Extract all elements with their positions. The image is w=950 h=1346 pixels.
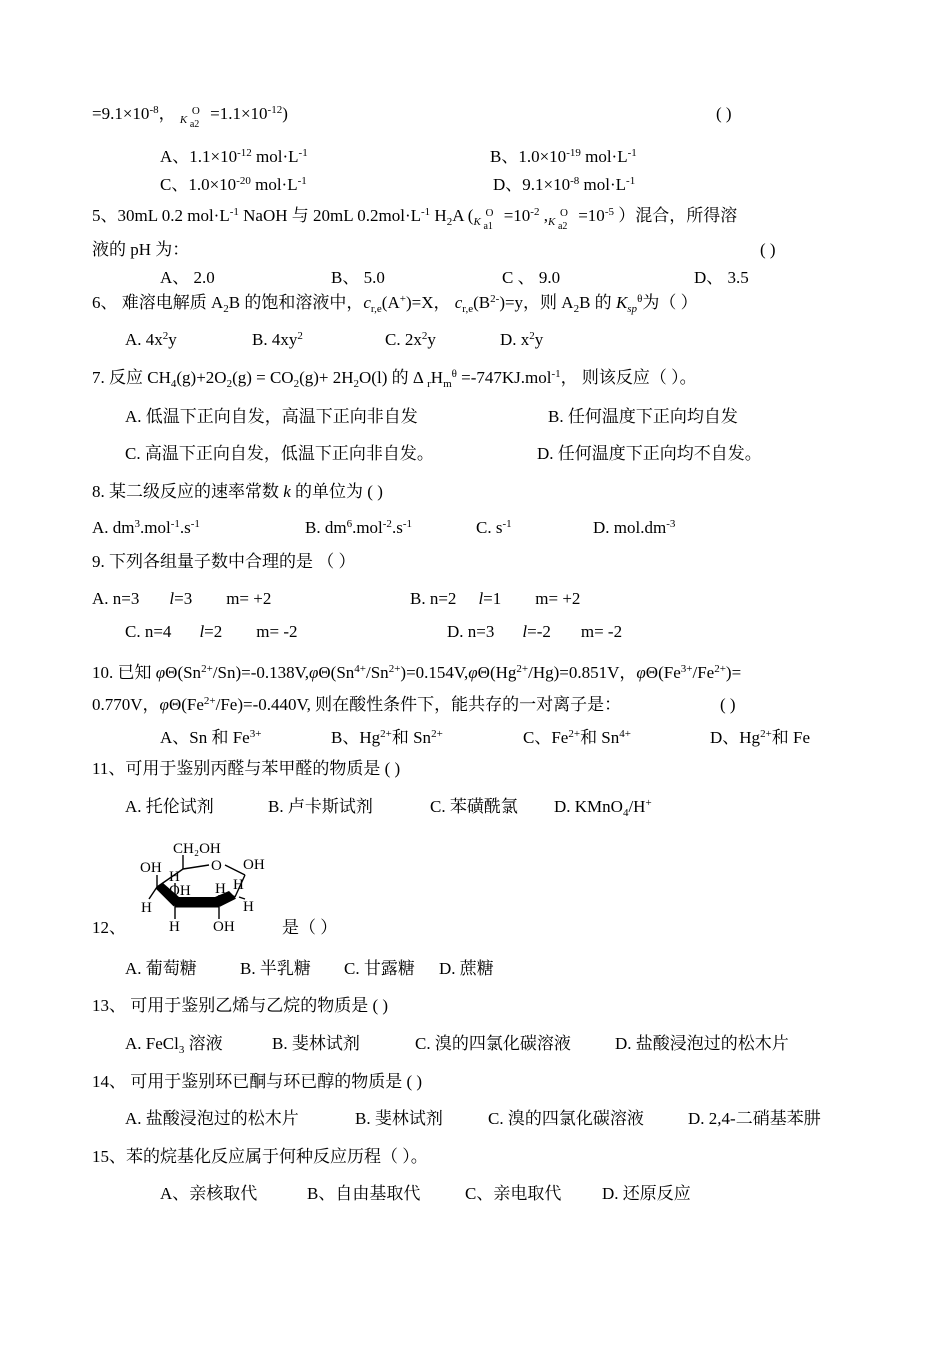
q4-option-d: D、$9.1\times 10^{-8}$ $mol\cdot L^{-1}$ — [493, 175, 636, 194]
svg-text:OH: OH — [169, 883, 191, 899]
q15-option-a: A、亲核取代 — [160, 1184, 258, 1203]
q9-option-a: A. n=3 l=3 m= +2 — [92, 589, 272, 608]
q4-option-a: A、$1.1\times 10^{-12}$ $mol\cdot L^{-1}$ — [160, 147, 308, 166]
svg-text:OH: OH — [140, 860, 162, 876]
q13-option-a: A. FeCl$_3$ 溶液 — [125, 1034, 223, 1056]
q4-option-b: B、$1.0\times 10^{-19}$ $mol\cdot L^{-1}$ — [490, 147, 637, 166]
q5-line-1: 5、30mL 0.2 $mol\cdot L^{-1}$ NaOH 与 20mL $0.2mol\cdot L^{-1}$ $H_2A$ ( K O a1 $=10^{-2}$ , K O a2 $=10^{-5}$ ）混合，所得溶 — [92, 206, 738, 233]
q11-option-c: C. 苯磺酰氯 — [430, 797, 518, 816]
q12-option-b: B. 半乳糖 — [240, 959, 311, 978]
q14-option-a: A. 盐酸浸泡过的松木片 — [125, 1109, 299, 1128]
q12-number: 12、 — [92, 918, 126, 937]
q9-option-c: C. n=4 l=2 m= -2 — [125, 622, 298, 641]
q8-option-b: B. $dm^6.mol^{-2}.s^{-1}$ — [305, 518, 412, 537]
svg-text:H: H — [169, 869, 180, 885]
q6-option-d: D. $x^2y$ — [500, 330, 544, 349]
q11-option-d: D. KMnO$_4$/H+ — [554, 797, 652, 819]
ka2-symbol: K O a2 — [547, 207, 568, 233]
q12-stem: 是（ ） — [282, 918, 338, 937]
svg-text:H: H — [233, 877, 244, 893]
q7-option-c: C. 高温下正向自发，低温下正向非自发。 — [125, 444, 434, 463]
q13-option-d: D. 盐酸浸泡过的松木片 — [615, 1034, 789, 1053]
q11-stem: 11、可用于鉴别丙醛与苯甲醛的物质是 ( ) — [92, 759, 401, 778]
q6-stem: 6、 难溶电解质 $A_2B$ 的饱和溶液中，$c_{r,e}(A^+)=X$， $c_{r,e}(B^{2-})=y$，则 $A_2B$ 的 $K_{sp}^\theta$为（ ） — [92, 293, 698, 315]
q14-option-d: D. 2,4-二硝基苯肼 — [688, 1109, 821, 1128]
q12-option-c: C. 甘露糖 — [344, 959, 415, 978]
q10-stem-line-2: 0.770V，$\varphi\Theta(Fe^{2+}/Fe)=-0.440V$, 则在酸性条件下，能共存的一对离子是： — [92, 695, 622, 714]
q9-stem: 9. 下列各组量子数中合理的是 （ ） — [92, 552, 356, 571]
q13-option-c: C. 溴的四氯化碳溶液 — [415, 1034, 571, 1053]
q15-option-d: D. 还原反应 — [602, 1184, 691, 1203]
q4-tail-line: $=9.1\times 10^{-8}$， K O a2 $=1.1\times 10^{-12}$) — [92, 104, 288, 131]
ka2-symbol: K O a2 — [179, 105, 200, 131]
q7-stem: 7. 反应 $CH_4(g)+2O_2(g) = CO_2(g)+ 2H_2O(l)$ 的 Δ $_rH_m^\theta =-747KJ.mol^{-1}$， 则该反应（ ）。 — [92, 368, 697, 390]
q4-option-c: C、$1.0\times 10^{-20}$ $mol\cdot L^{-1}$ — [160, 175, 307, 194]
q4-answer-paren: ( ) — [716, 104, 732, 123]
q12-option-a: A. 葡萄糖 — [125, 959, 197, 978]
svg-text:OH: OH — [243, 857, 265, 873]
q15-option-c: C、亲电取代 — [465, 1184, 562, 1203]
q10-option-c: C、$Fe^{2+}$和 $Sn^{4+}$ — [523, 728, 631, 747]
svg-text:O: O — [211, 858, 222, 874]
q8-option-c: C. $s^{-1}$ — [476, 518, 512, 537]
q14-stem: 14、 可用于鉴别环已酮与环已醇的物质是 ( ) — [92, 1072, 423, 1091]
q14-option-b: B. 斐林试剂 — [355, 1109, 443, 1128]
q7-option-d: D. 任何温度下正向均不自发。 — [537, 444, 762, 463]
q6-option-a: A. $4x^2y$ — [125, 330, 177, 349]
q5-line-2: 液的 pH 为： — [92, 240, 190, 259]
q7-option-b: B. 任何温度下正向均自发 — [548, 407, 738, 426]
q7-option-a: A. 低温下正向自发，高温下正向非自发 — [125, 407, 418, 426]
q10-option-b: B、$Hg^{2+}$和 $Sn^{2+}$ — [331, 728, 443, 747]
q8-option-d: D. $mol.dm^{-3}$ — [593, 518, 676, 537]
svg-text:H: H — [243, 899, 254, 915]
q15-stem: 15、苯的烷基化反应属于何种反应历程（ ）。 — [92, 1147, 428, 1166]
pyranose-structure — [135, 835, 295, 945]
q5-option-c: C 、 9.0 — [502, 268, 561, 287]
q9-option-b: B. n=2 l=1 m= +2 — [410, 589, 581, 608]
ka1-symbol: K O a1 — [473, 207, 494, 233]
q10-option-a: A、Sn 和 $Fe^{3+}$ — [160, 728, 262, 747]
q11-option-a: A. 托伦试剂 — [125, 797, 214, 816]
svg-text:H: H — [215, 881, 226, 897]
q5-option-b: B、 5.0 — [331, 268, 385, 287]
ch2oh-label: CH₂OH — [173, 841, 221, 857]
q10-option-d: D、$Hg^{2+}$和 Fe — [710, 728, 811, 747]
q6-option-c: C. $2x^2y$ — [385, 330, 436, 349]
q8-stem: 8. 某二级反应的速率常数 k 的单位为 ( ) — [92, 482, 383, 501]
q10-stem-line-1: 10. 已知 $\varphi\Theta(Sn^{2+}/Sn)=-0.138V,\varphi\Theta(Sn^{4+}/Sn^{2+})=0.154V,\varphi\Theta(Hg^{2+}/Hg)=0.851V$，$\varphi\Theta(Fe^{3+}/Fe^{2+})=$ — [92, 663, 742, 682]
q13-stem: 13、 可用于鉴别乙烯与乙烷的物质是 ( ) — [92, 996, 389, 1015]
q11-option-b: B. 卢卡斯试剂 — [268, 797, 373, 816]
q5-answer-paren: ( ) — [760, 240, 776, 259]
q10-answer-paren: ( ) — [720, 695, 736, 714]
svg-text:H: H — [141, 900, 152, 916]
svg-text:H: H — [169, 919, 180, 935]
q15-option-b: B、自由基取代 — [307, 1184, 421, 1203]
q12-option-d: D. 蔗糖 — [439, 959, 494, 978]
q14-option-c: C. 溴的四氯化碳溶液 — [488, 1109, 644, 1128]
q6-option-b: B. $4xy^2$ — [252, 330, 303, 349]
q9-option-d: D. n=3 l=-2 m= -2 — [447, 622, 623, 641]
svg-text:OH: OH — [213, 919, 235, 935]
q5-option-a: A、 2.0 — [160, 268, 215, 287]
q5-option-d: D、 3.5 — [694, 268, 749, 287]
q8-option-a: A. $dm^3.mol^{-1}.s^{-1}$ — [92, 518, 200, 537]
q13-option-b: B. 斐林试剂 — [272, 1034, 360, 1053]
